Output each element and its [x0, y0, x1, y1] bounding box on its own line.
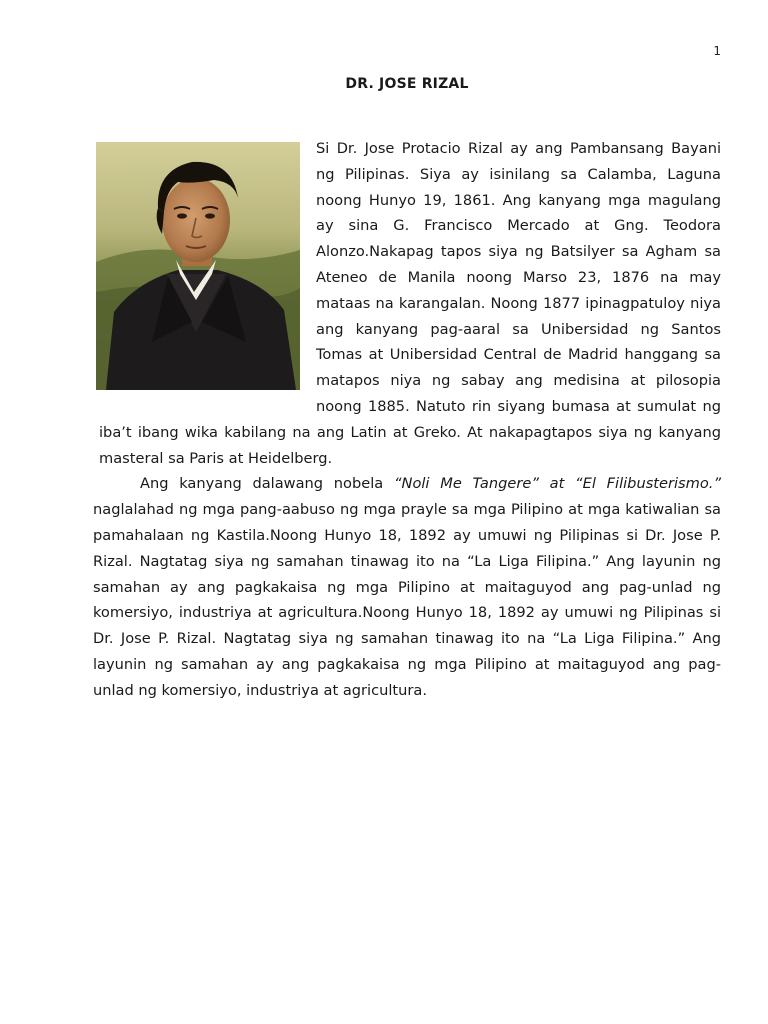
portrait-painting-icon	[96, 142, 300, 390]
paragraph-novels-lead: Ang kanyang dalawang nobela	[140, 475, 394, 493]
paragraph-novels-rest: naglalahad ng mga pang-aabuso ng mga prayle sa mga Pilipino at mga katiwalian sa pamahalaan ng Kastila.Noong Hunyo 18, 1892 ay umuwi ng Pilipinas si Dr. Jose P. Rizal. Nagtatag siya ng samahan tinawag ito na “La Liga Filipina.” Ang layunin ng samahan ay ang pagkakaisa ng mga Pilipino at maitaguyod ang pag-unlad ng komersiyo, industriya at agricultura.Noong Hunyo 18, 1892 ay umuwi ng Pilipinas si Dr. Jose P. Rizal. Nagtatag siya ng samahan tinawag ito na “La Liga Filipina.” Ang layunin ng samahan ay ang pagkakaisa ng mga Pilipino at maitaguyod ang pag-unlad ng komersiyo, industriya at agricultura.	[93, 501, 721, 699]
page-number: 1	[713, 44, 721, 58]
document-title: DR. JOSE RIZAL	[345, 76, 469, 92]
portrait-image	[96, 142, 300, 390]
paragraph-biography: Si Dr. Jose Protacio Rizal ay ang Pambansang Bayani ng Pilipinas. Siya ay isinilang sa Calamba, Laguna noong Hunyo 19, 1861. Ang kanyang mga magulang ay sina G. Francisco Mercado at Gng. Teodora Alonzo.Nakapag tapos siya ng Batsilyer sa Agham sa Ateneo de Manila noong Marso 23, 1876 na may mataas na karangalan. Noong 1877 ipinagpatuloy niya ang kanyang pag-aaral sa Unibersidad ng Santos Tomas at Unibersidad Central de Madrid hanggang sa matapos niya ng sabay ang medisina at pilosopia noong 1885. Natuto rin siyang bumasa at sumulat ng iba’t ibang wika kabilang na ang Latin at Greko. At nakapagtapos siya ng kanyang masteral sa Paris at Heidelberg.	[99, 140, 721, 467]
paragraph-novels	[93, 471, 721, 703]
novel-titles: “Noli Me Tangere” at “El Filibusterismo.”	[393, 475, 722, 493]
document-body	[93, 136, 721, 704]
